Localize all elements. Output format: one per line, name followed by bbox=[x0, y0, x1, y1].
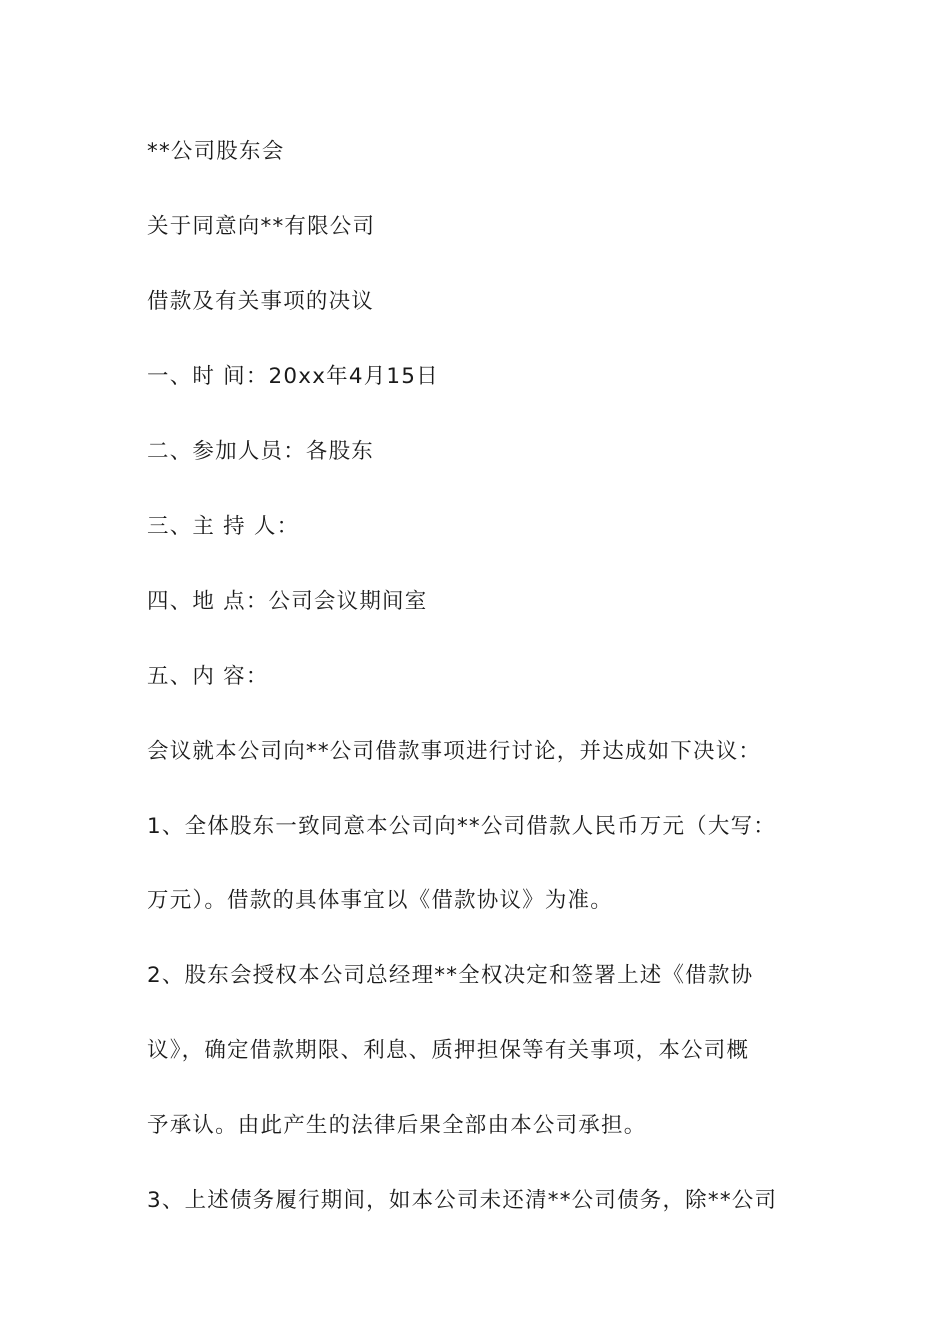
body-paragraph-line: 3、上述债务履行期间，如本公司未还清**公司债务，除**公司 bbox=[147, 1188, 778, 1213]
body-paragraph-line: 议》，确定借款期限、利息、质押担保等有关事项，本公司概 bbox=[147, 1038, 750, 1063]
document-title-line-2: 关于同意向**有限公司 bbox=[147, 214, 376, 239]
document-title-line-3: 借款及有关事项的决议 bbox=[147, 289, 375, 314]
body-paragraph-line: 会议就本公司向**公司借款事项进行讨论，并达成如下决议： bbox=[147, 739, 762, 764]
body-paragraph-line: 2、股东会授权本公司总经理**全权决定和签署上述《借款协 bbox=[147, 963, 754, 988]
body-paragraph-line: 予承认。由此产生的法律后果全部由本公司承担。 bbox=[147, 1113, 647, 1138]
meeting-host: 三、主 持 人： bbox=[147, 514, 300, 539]
body-paragraph-line: 1、全体股东一致同意本公司向**公司借款人民币万元（大写： bbox=[147, 814, 776, 839]
meeting-location: 四、地 点：公司会议期间室 bbox=[147, 589, 428, 614]
meeting-attendees: 二、参加人员：各股东 bbox=[147, 439, 375, 464]
meeting-content-heading: 五、内 容： bbox=[147, 664, 269, 689]
body-paragraph-line: 万元）。借款的具体事宜以《借款协议》为准。 bbox=[147, 888, 613, 913]
document-title-line-1: **公司股东会 bbox=[147, 139, 285, 164]
meeting-time: 一、时 间：20xx年4月15日 bbox=[147, 364, 439, 389]
